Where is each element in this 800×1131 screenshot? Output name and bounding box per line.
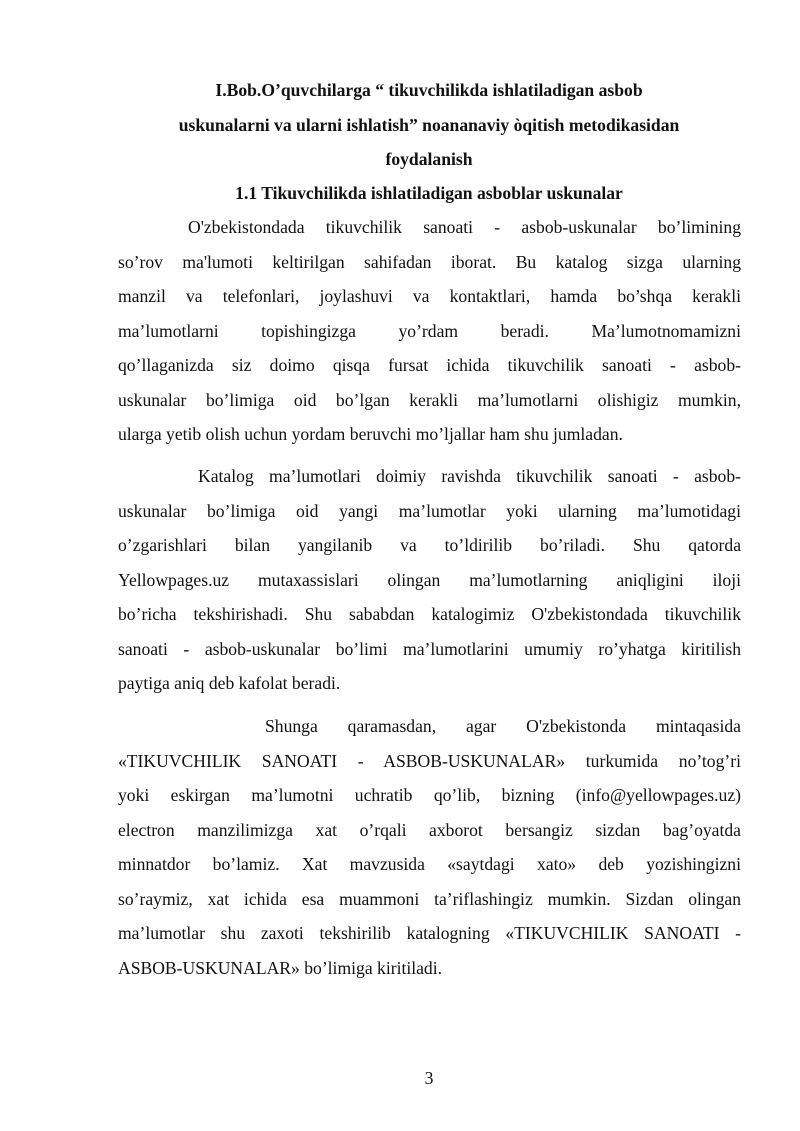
paragraph-line: qo’llaganizda siz doimo qisqa fursat ichida tikuvchilik sanoati - asbob- — [118, 355, 741, 375]
paragraph-line: «TIKUVCHILIK SANOATI - ASBOB-USKUNALAR» turkumida no’tog’ri — [118, 750, 741, 771]
paragraph-line: bo’richa tekshirishadi. Shu sababdan katalogimiz O'zbekistondada tikuvchilik — [118, 604, 741, 624]
paragraph-line: O'zbekistondada tikuvchilik sanoati - asbob-uskunalar bo’limining — [188, 217, 741, 237]
paragraph-line: so’raymiz, xat ichida esa muammoni ta’riflashingiz mumkin. Sizdan olingan — [118, 888, 741, 909]
paragraph-line: manzil va telefonlari, joylashuvi va kontaktlari, hamda bo’shqa kerakli — [118, 286, 741, 306]
chapter-heading — [118, 73, 740, 177]
paragraph-line: minnatdor bo’lamiz. Xat mavzusida «saytdagi xato» deb yozishingizni — [118, 854, 741, 874]
paragraph-line: Katalog ma’lumotlari doimiy ravishda tikuvchilik sanoati - asbob- — [198, 466, 741, 486]
paragraph-line: Yellowpages.uz mutaxassislari olingan ma’lumotlarning aniqligini iloji — [118, 569, 741, 590]
paragraph-line: uskunalar bo’limiga oid bo’lgan kerakli ma’lumotlarni olishigiz mumkin, — [118, 389, 741, 410]
paragraph-line: ma’lumotlarni topishingizga yo’rdam beradi. Ma’lumotnomamizni — [118, 320, 741, 341]
paragraph-line: sanoati - asbob-uskunalar bo’limi ma’lumotlarini umumiy ro’yhatga kiritilish — [118, 638, 741, 659]
paragraph-line: yoki eskirgan ma’lumotni uchratib qo’lib, bizning (info@yellowpages.uz) — [118, 785, 741, 805]
paragraph-line: ASBOB-USKUNALAR» bo’limiga kiritiladi. — [118, 957, 443, 978]
paragraph-line: ularga yetib olish uchun yordam beruvchi mo’ljallar ham shu jumladan. — [118, 424, 623, 444]
paragraph-1 — [118, 210, 741, 452]
section-heading: 1.1 Tikuvchilikda ishlatiladigan asboblar uskunalar — [235, 183, 623, 203]
paragraph-line: electron manzilimizga xat o’rqali axborot bersangiz sizdan bag’oyatda — [118, 819, 741, 840]
page-number: 3 — [424, 1068, 434, 1088]
paragraph-2 — [118, 459, 741, 701]
chapter-heading-line-1: I.Bob.O’quvchilarga “ tikuvchilikda ishlatiladigan asbob — [215, 80, 643, 100]
paragraph-line: uskunalar bo’limiga oid yangi ma’lumotlar yoki ularning ma’lumotidagi — [118, 500, 741, 521]
paragraph-line: Shunga qaramasdan, agar O'zbekistonda mintaqasida — [265, 716, 741, 736]
paragraph-line: paytiga aniq deb kafolat beradi. — [118, 673, 341, 693]
chapter-heading-line-3: foydalanish — [385, 149, 473, 169]
paragraph-line: ma’lumotlar shu zaxoti tekshirilib katalogning «TIKUVCHILIK SANOATI - — [118, 923, 741, 943]
paragraph-3 — [118, 709, 741, 985]
chapter-heading-line-2: uskunalarni va ularni ishlatish” noananaviy òqitish metodikasidan — [178, 114, 680, 135]
paragraph-line: o’zgarishlari bilan yangilanib va to’ldirilib bo’riladi. Shu qatorda — [118, 535, 741, 555]
paragraph-line: so’rov ma'lumoti keltirilgan sahifadan iborat. Bu katalog sizga ularning — [118, 251, 741, 272]
